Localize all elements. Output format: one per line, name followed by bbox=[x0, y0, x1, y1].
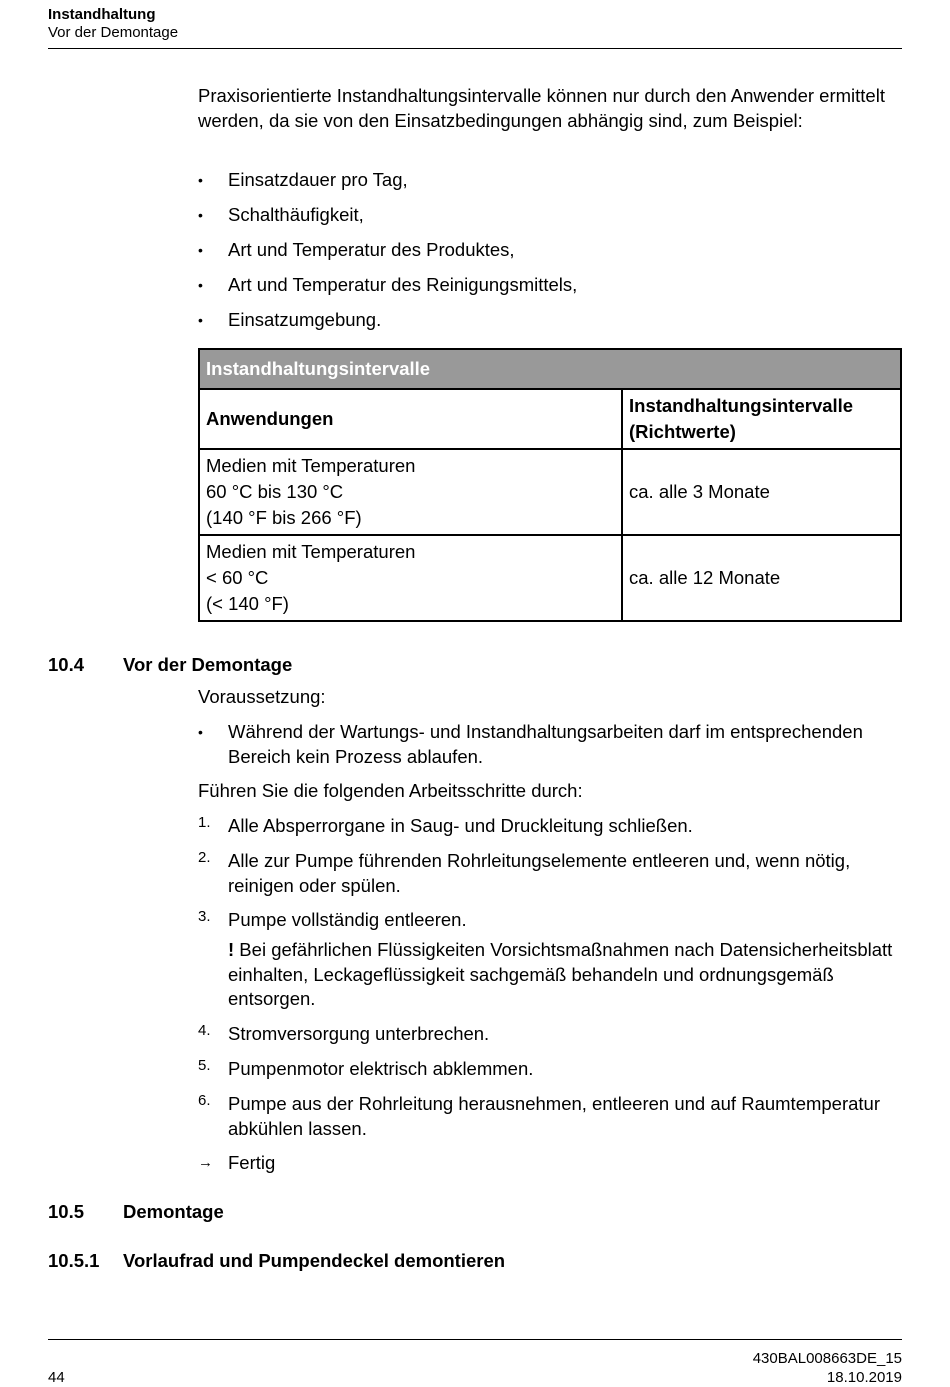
table-header-applications: Anwendungen bbox=[199, 389, 622, 449]
table-header-intervals-line2: (Richtwerte) bbox=[629, 421, 736, 442]
list-item bbox=[198, 273, 908, 298]
step-item bbox=[198, 1092, 908, 1141]
application-line: (< 140 °F) bbox=[206, 593, 289, 614]
step-text: Stromversorgung unterbrechen. bbox=[228, 1023, 490, 1044]
list-item-text: Einsatzdauer pro Tag, bbox=[228, 169, 408, 190]
list-item bbox=[198, 203, 908, 228]
footer-rule bbox=[48, 1339, 902, 1340]
section-title: Demontage bbox=[123, 1201, 224, 1222]
step-item bbox=[198, 814, 908, 839]
step-number: 6. bbox=[198, 1092, 211, 1109]
result-text: Fertig bbox=[228, 1152, 276, 1173]
step-number: 5. bbox=[198, 1057, 211, 1074]
step-number: 1. bbox=[198, 814, 211, 831]
step-text: Pumpe aus der Rohrleitung herausnehmen, entleeren und auf Raumtemperatur abkühlen lassen. bbox=[228, 1093, 881, 1139]
list-item bbox=[198, 238, 908, 263]
table-caption: Instandhaltungsintervalle bbox=[199, 349, 901, 389]
application-line: Medien mit Temperaturen bbox=[206, 455, 416, 476]
list-item bbox=[198, 720, 908, 769]
bullet-mark: • bbox=[198, 207, 203, 223]
header-section: Vor der Demontage bbox=[48, 24, 179, 41]
section-number: 10.4 bbox=[48, 654, 85, 675]
warning-text: Bei gefährlichen Flüssigkeiten Vorsichtsmaßnahmen nach Datensicherheitsblatt einhalten, Leckageflüssigkeit sachgemäß behandeln und ordnungsgemäß entsorgen. bbox=[228, 939, 893, 1009]
application-line: (140 °F bis 266 °F) bbox=[206, 507, 362, 528]
prerequisite-text: Während der Wartungs- und Instandhaltungsarbeiten darf im entsprechenden Bereich kein Prozess ablaufen. bbox=[228, 721, 863, 767]
step-text: Alle zur Pumpe führenden Rohrleitungselemente entleeren und, wenn nötig, reinigen oder spülen. bbox=[228, 850, 851, 896]
step-item bbox=[198, 1022, 908, 1047]
section-number: 10.5 bbox=[48, 1201, 85, 1222]
warning-note bbox=[198, 938, 908, 1012]
table-header-intervals-line1: Instandhaltungsintervalle bbox=[629, 395, 854, 416]
step-number: 4. bbox=[198, 1022, 211, 1039]
application-line: < 60 °C bbox=[206, 567, 269, 588]
list-item-text: Art und Temperatur des Produktes, bbox=[228, 239, 515, 260]
step-item bbox=[198, 1057, 908, 1082]
table-cell-application bbox=[199, 449, 622, 535]
step-text: Pumpenmotor elektrisch abklemmen. bbox=[228, 1058, 534, 1079]
application-line: Medien mit Temperaturen bbox=[206, 541, 416, 562]
table-header-intervals bbox=[622, 389, 901, 449]
table-row bbox=[199, 449, 901, 535]
document-id: 430BAL008663DE_15 bbox=[752, 1350, 902, 1367]
header-rule bbox=[48, 48, 902, 49]
step-number: 3. bbox=[198, 908, 211, 925]
step-text: Pumpe vollständig entleeren. bbox=[228, 909, 467, 930]
page-number: 44 bbox=[48, 1369, 65, 1386]
step-item bbox=[198, 849, 908, 898]
section-title: Vor der Demontage bbox=[123, 654, 293, 675]
steps-intro: Führen Sie die folgenden Arbeitsschritte durch: bbox=[198, 780, 583, 801]
table-cell-application bbox=[199, 535, 622, 621]
bullet-mark: • bbox=[198, 724, 203, 740]
list-item-text: Einsatzumgebung. bbox=[228, 309, 382, 330]
table-cell-interval: ca. alle 3 Monate bbox=[622, 449, 901, 535]
warning-icon: ! bbox=[228, 939, 235, 960]
application-line: 60 °C bis 130 °C bbox=[206, 481, 344, 502]
arrow-right-icon: → bbox=[198, 1154, 213, 1171]
section-title: Vorlaufrad und Pumpendeckel demontieren bbox=[123, 1250, 506, 1271]
bullet-mark: • bbox=[198, 312, 203, 328]
prerequisite-label: Voraussetzung: bbox=[198, 686, 326, 707]
document-date: 18.10.2019 bbox=[826, 1369, 902, 1386]
table-row bbox=[199, 535, 901, 621]
header-chapter: Instandhaltung bbox=[48, 6, 156, 23]
intro-paragraph: Praxisorientierte Instandhaltungsintervalle können nur durch den Anwender ermittelt werden, da sie von den Einsatzbedingungen abhängig sind, zum Beispiel: bbox=[198, 85, 885, 131]
section-number: 10.5.1 bbox=[48, 1250, 100, 1271]
list-item-text: Art und Temperatur des Reinigungsmittels, bbox=[228, 274, 578, 295]
step-text: Alle Absperrorgane in Saug- und Druckleitung schließen. bbox=[228, 815, 693, 836]
table-cell-interval: ca. alle 12 Monate bbox=[622, 535, 901, 621]
bullet-mark: • bbox=[198, 172, 203, 188]
bullet-mark: • bbox=[198, 277, 203, 293]
maintenance-interval-table bbox=[198, 348, 902, 622]
step-item bbox=[198, 908, 908, 933]
bullet-mark: • bbox=[198, 242, 203, 258]
result-item bbox=[198, 1151, 908, 1176]
step-number: 2. bbox=[198, 849, 211, 866]
list-item bbox=[198, 168, 908, 193]
list-item-text: Schalthäufigkeit, bbox=[228, 204, 364, 225]
list-item bbox=[198, 308, 908, 333]
